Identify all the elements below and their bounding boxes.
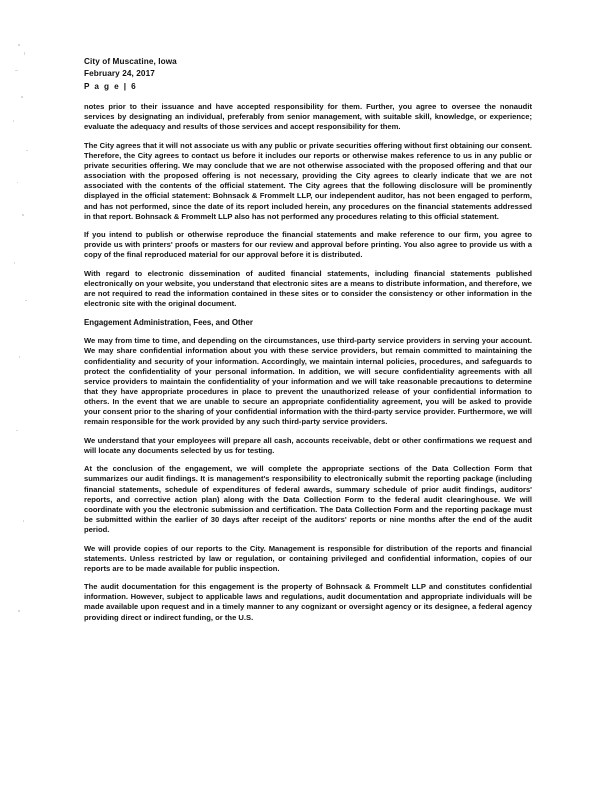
scan-speck bbox=[14, 262, 15, 264]
scan-speck bbox=[17, 182, 18, 183]
scan-speck bbox=[23, 520, 24, 522]
scan-speck bbox=[25, 300, 27, 301]
paragraph: At the conclusion of the engagement, we will complete the appropriate sections of the Data Collection Form that summarizes our audit findings. It is management's responsibility to electronically submit the reporting package (including financial statements, schedule of expenditures of federal awards, summary schedule of prior audit findings, auditors' reports, and corrective action plan) along with the Data Collection Form to the federal audit clearinghouse. We will coordinate with you the electronic submission and certification. The Data Collection Form and the reporting package must be submitted within the earlier of 30 days after receipt of the auditors' reports or nine months after the end of the audit period. bbox=[84, 464, 532, 534]
paragraph: The City agrees that it will not associate us with any public or private securities offering without first obtaining our consent. Therefore, the City agrees to contact us before it includes our reports or otherwise makes reference to us in any public or private securities offering. We may conclude that we are not otherwise associated with the proposed offering and that our association with the proposed offering is not necessary, providing the City agrees to clearly indicate that we are not associated with the contents of the official statement. The City agrees that the following disclosure will be prominently displayed in the official statement: Bohnsack & Frommelt LLP, our independent auditor, has not been engaged to perform, and has not performed, since the date of its report included herein, any procedures on the financial statements addressed in that report. Bohnsack & Frommelt LLP also has not performed any procedures relating to this official statement. bbox=[84, 141, 532, 221]
scan-speck bbox=[18, 610, 20, 612]
scan-speck bbox=[22, 214, 24, 216]
scan-speck bbox=[18, 44, 20, 46]
header-date: February 24, 2017 bbox=[84, 69, 155, 79]
paragraph: With regard to electronic dissemination of audited financial statements, including financial statements published electronically on your website, you understand that electronic sites are a means to distribute information, and therefore, we are not required to read the information contained in these sites or to consider the consistency or other information in the electronic site with the original document. bbox=[84, 269, 532, 309]
document-body bbox=[84, 56, 532, 631]
paragraph: notes prior to their issuance and have accepted responsibility for them. Further, you agree to oversee the nonaudit services by designating an individual, preferably from senior management, with suitable skill, knowledge, or experience; evaluate the adequacy and results of those services and accept responsibility for them. bbox=[84, 102, 532, 132]
header-entity-name: City of Muscatine, Iowa bbox=[84, 57, 177, 66]
scan-speck bbox=[26, 150, 28, 151]
paragraph: We will provide copies of our reports to the City. Management is responsible for distribution of the reports and financial statements. Unless restricted by law or regulation, or containing privileged and confidential information, copies of our reports are to be made available for public inspection. bbox=[84, 543, 532, 573]
scan-speck bbox=[24, 52, 25, 55]
scan-speck bbox=[19, 356, 20, 358]
paragraph: The audit documentation for this engagement is the property of Bohnsack & Frommelt LLP and constitutes confidential information. However, subject to applicable laws and regulations, audit documentation and appropriate individuals will be made available upon request and in a timely manner to any cognizant or oversight agency or its designee, a federal agency providing direct or indirect funding, or the U.S. bbox=[84, 582, 532, 622]
section-heading: Engagement Administration, Fees, and Other bbox=[84, 317, 253, 327]
paragraph: We may from time to time, and depending on the circumstances, use third-party service providers in serving your account. We may share confidential information about you with these service providers, but remain committed to maintaining the confidentiality and security of your information. Accordingly, we maintain internal policies, procedures, and safeguards to protect the confidentiality of your personal information. In addition, we will secure confidentiality agreements with all service providers to maintain the confidentiality of your information and we will take reasonable precautions to determine that they have appropriate procedures in place to prevent the unauthorized release of your confidential information to others. In the event that we are unable to secure an appropriate confidentiality agreement, you will be asked to provide your consent prior to the sharing of your confidential information with the third-party service provider. Furthermore, we will remain responsible for the work provided by any such third-party service providers. bbox=[84, 336, 532, 427]
page-number: P a g e | 6 bbox=[84, 81, 138, 91]
scan-speck bbox=[13, 120, 14, 122]
paragraph: We understand that your employees will prepare all cash, accounts receivable, debt or other confirmations we request and will locate any documents selected by us for testing. bbox=[84, 435, 532, 455]
scan-speck bbox=[16, 430, 18, 431]
paragraph: If you intend to publish or otherwise reproduce the financial statements and make reference to our firm, you agree to provide us with printers' proofs or masters for our review and approval before printing. You also agree to provide us with a copy of the final reproduced material for our approval before it is distributed. bbox=[84, 230, 532, 260]
scan-speck bbox=[15, 70, 18, 71]
scan-speck bbox=[21, 96, 23, 98]
